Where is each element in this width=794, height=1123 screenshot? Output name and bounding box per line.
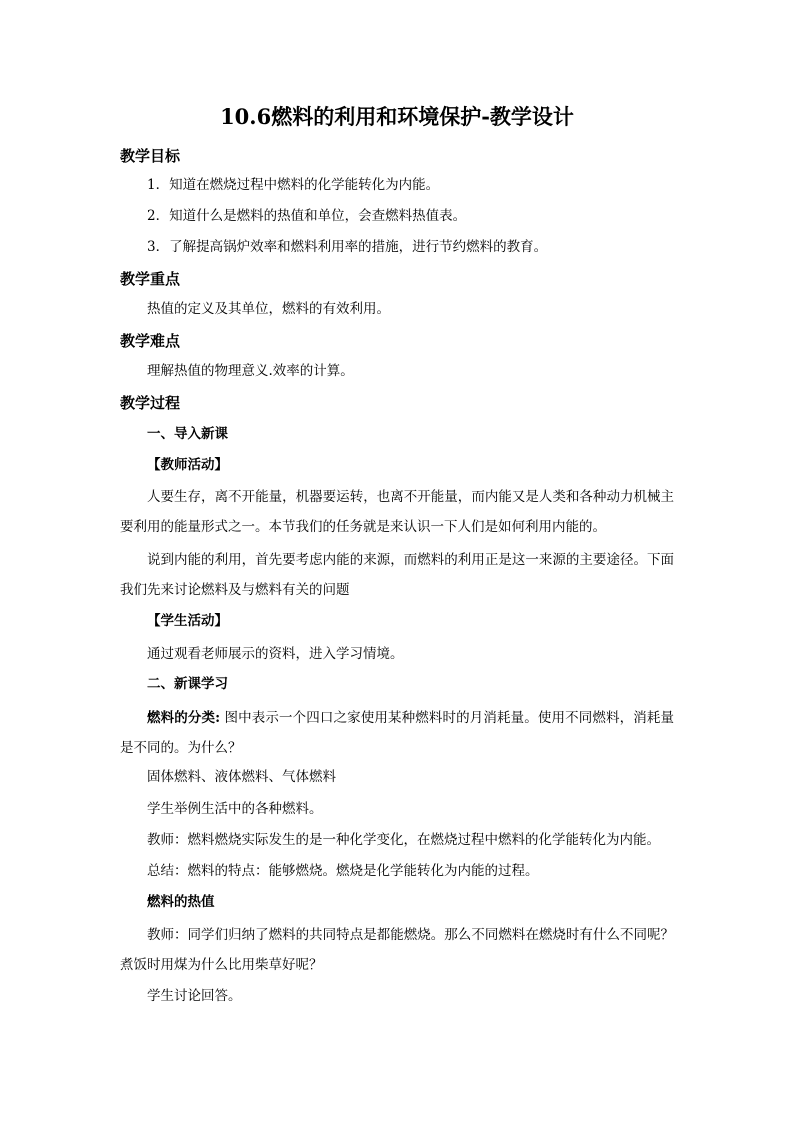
classification-paragraph	[120, 703, 674, 763]
fuel-kinds: 固体燃料、液体燃料、气体燃料	[147, 769, 336, 785]
intro-section-heading: 一、导入新课	[147, 426, 228, 442]
student-examples: 学生举例生活中的各种燃料。	[147, 801, 323, 817]
key-points-heading: 教学重点	[120, 270, 181, 288]
difficulties-heading: 教学难点	[120, 332, 181, 350]
heat-value-heading: 燃料的热值	[147, 894, 215, 910]
objective-item-3: 3．了解提高锅炉效率和燃料利用率的措施，进行节约燃料的教育。	[147, 239, 548, 255]
teacher-statement-1: 教师：燃料燃烧实际发生的是一种化学变化，在燃烧过程中燃料的化学能转化为内能。	[147, 832, 660, 848]
objectives-heading: 教学目标	[120, 147, 181, 165]
discussion-text: 学生讨论回答。	[147, 988, 242, 1004]
objective-item-2: 2．知道什么是燃料的热值和单位，会查燃料热值表。	[147, 208, 467, 224]
teacher-activity-label: 【教师活动】	[147, 457, 228, 473]
classification-label: 燃料的分类:	[147, 710, 221, 726]
difficulties-text: 理解热值的物理意义.效率的计算。	[147, 363, 354, 379]
new-lesson-heading: 二、新课学习	[147, 676, 228, 692]
student-activity-label: 【学生活动】	[147, 613, 228, 629]
teacher-statement-2: 教师：同学们归纳了燃料的共同特点是都能燃烧。那么不同燃料在燃烧时有什么不同呢？煮饭时用煤为什么比用柴草好呢？	[120, 927, 674, 973]
intro-paragraph-2: 说到内能的利用，首先要考虑内能的来源，而燃料的利用正是这一来源的主要途径。下面我们先来讨论燃料及与燃料有关的问题	[120, 552, 674, 598]
process-heading: 教学过程	[120, 394, 181, 412]
intro-paragraph-1: 人要生存，离不开能量，机器要运转，也离不开能量，而内能又是人类和各种动力机械主要利用的能量形式之一。本节我们的任务就是来认识一下人们是如何利用内能的。	[120, 489, 674, 535]
document-title: 10.6燃料的利用和环境保护-教学设计	[220, 104, 574, 129]
key-points-text: 热值的定义及其单位，燃料的有效利用。	[147, 301, 390, 317]
classification-text: 图中表示一个四口之家使用某种燃料时的月消耗量。使用不同燃料，消耗量是不同的。为什么？	[120, 710, 674, 756]
objective-item-1: 1．知道在燃烧过程中燃料的化学能转化为内能。	[147, 177, 440, 193]
student-activity-text: 通过观看老师展示的资料，进入学习情境。	[147, 646, 404, 662]
summary-statement: 总结：燃料的特点：能够燃烧。燃烧是化学能转化为内能的过程。	[147, 863, 539, 879]
